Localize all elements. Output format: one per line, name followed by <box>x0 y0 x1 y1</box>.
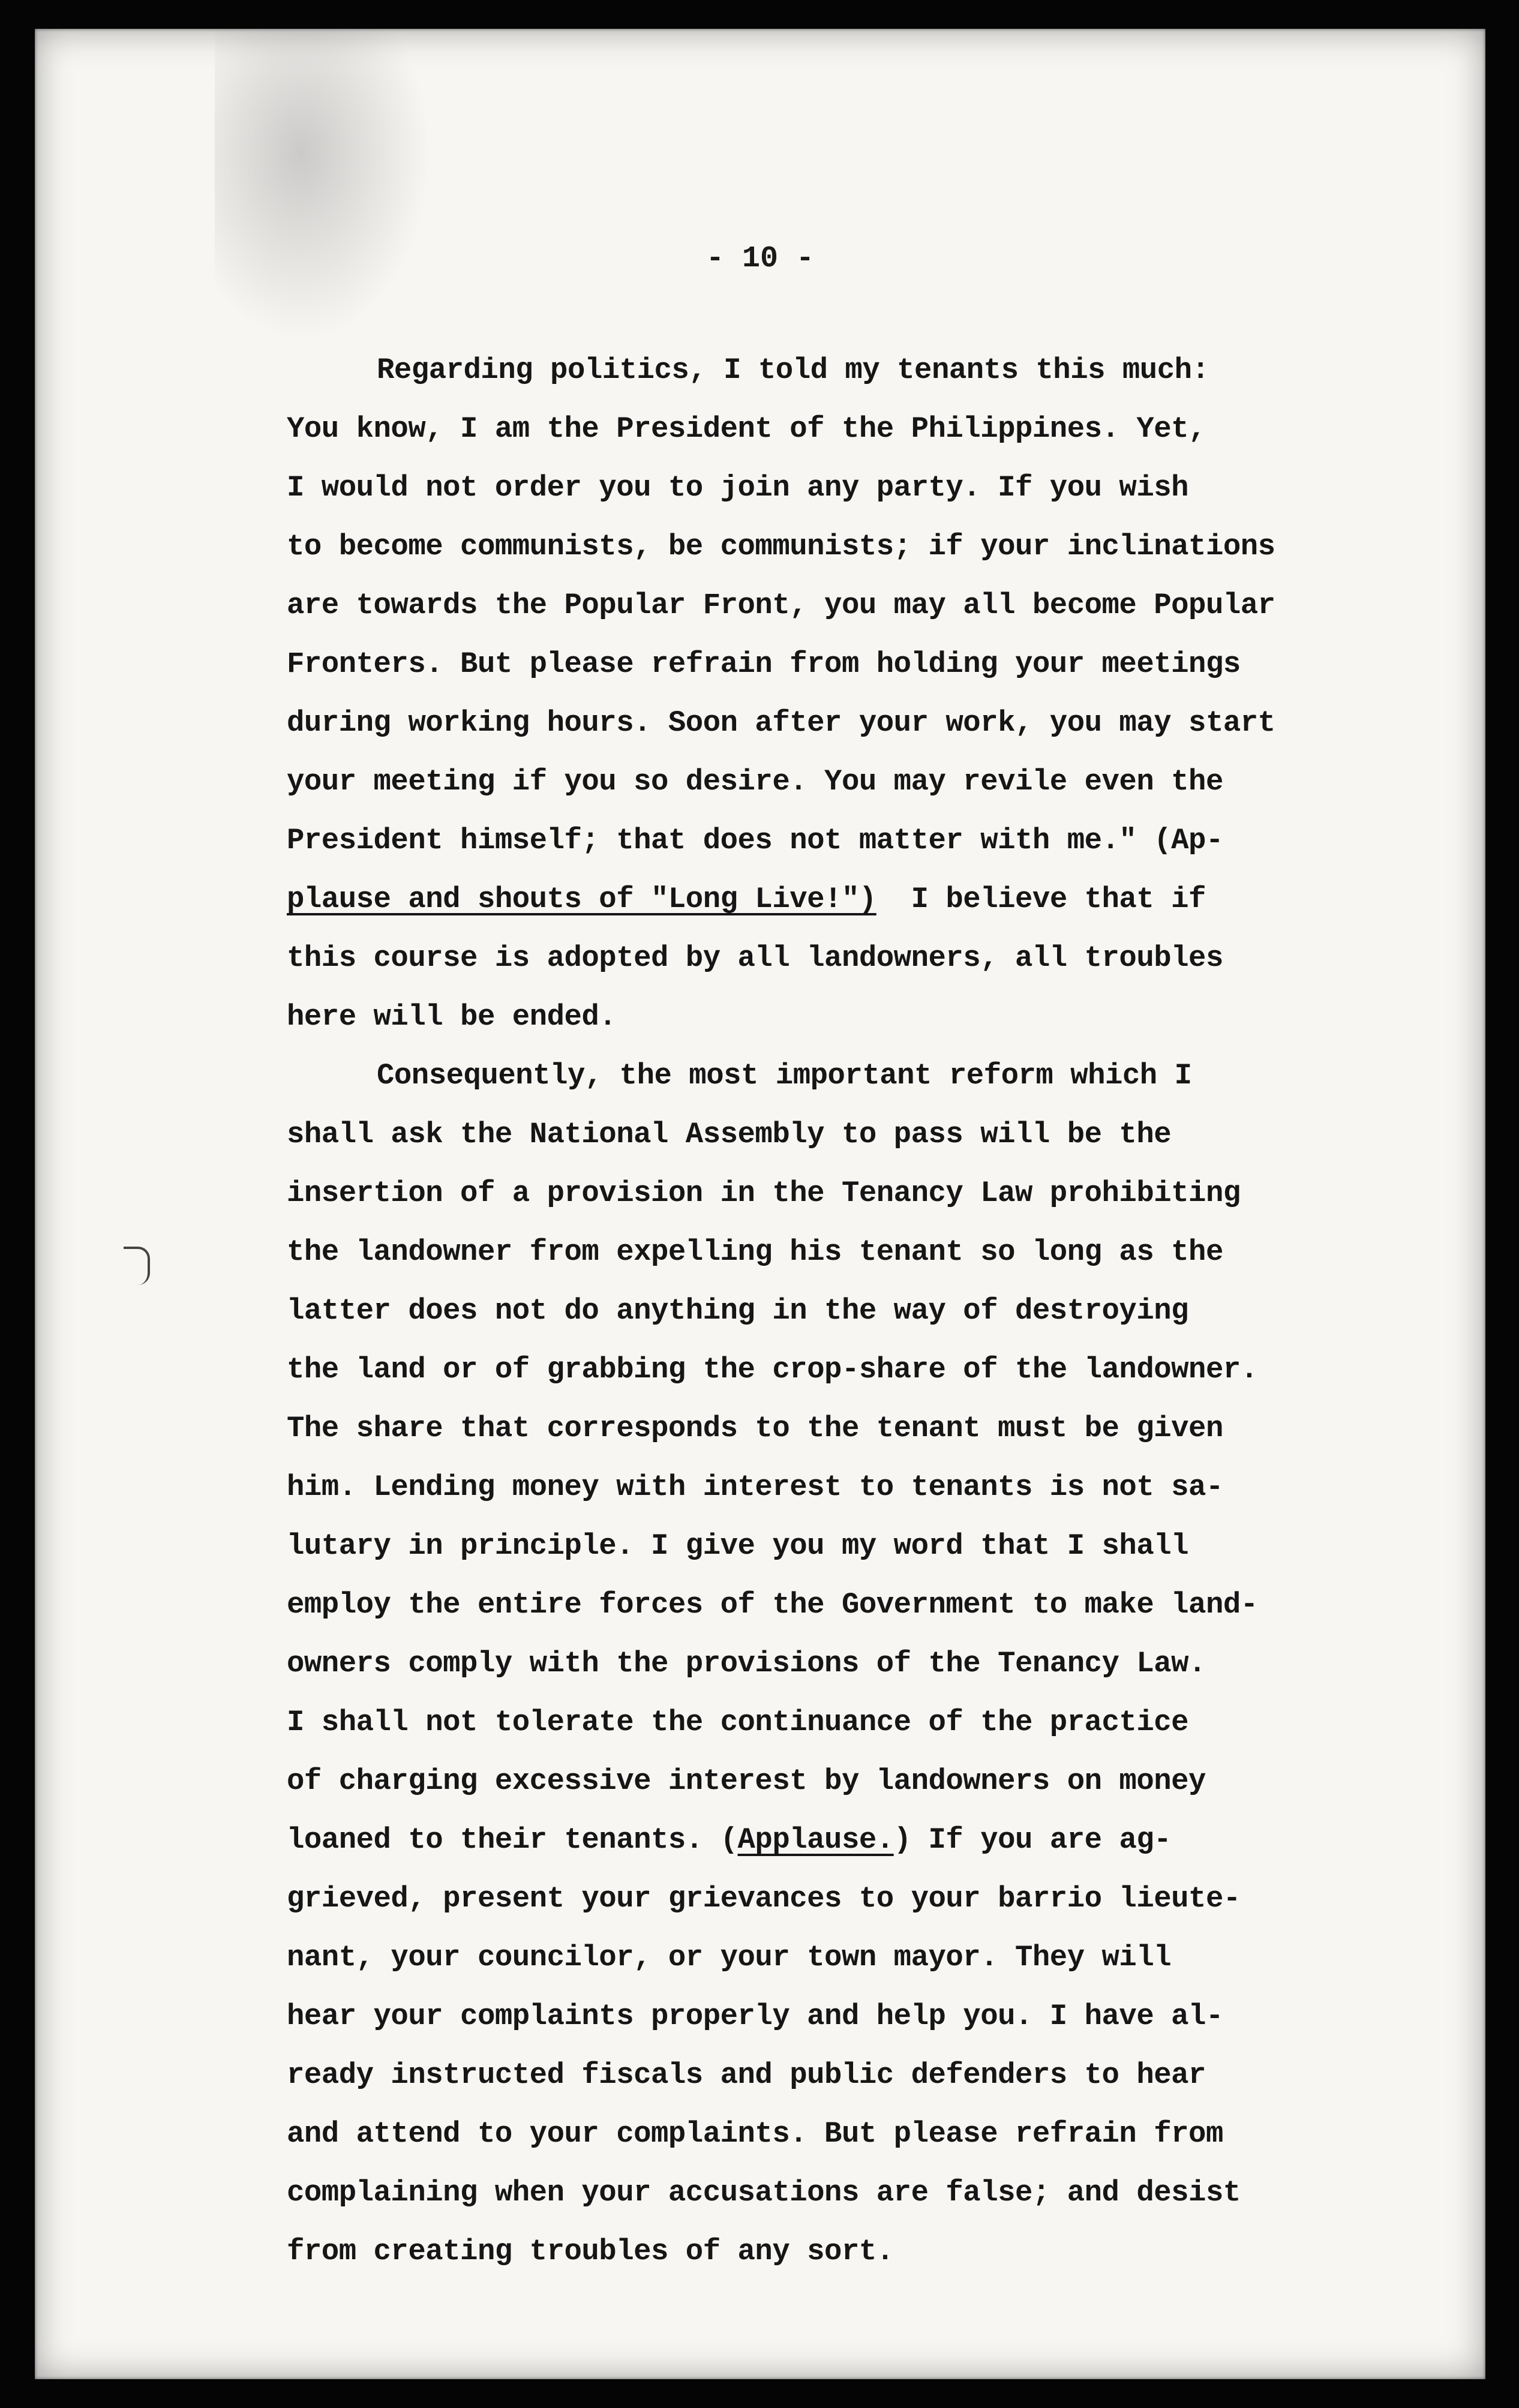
text-line: You know, I am the President of the Philippines. Yet, <box>287 412 1206 446</box>
underlined-applause-note: Applause. <box>737 1823 894 1857</box>
text-line: nant, your councilor, or your town mayor. They will <box>287 1941 1172 1974</box>
text-line: hear your complaints properly and help you. I have al- <box>287 1999 1223 2033</box>
text-line: President himself; that does not matter with me." (Ap- <box>287 824 1223 857</box>
text-line: the landowner from expelling his tenant so long as the <box>287 1235 1223 1269</box>
underlined-applause-note: plause and shouts of "Long Live!") <box>287 882 876 916</box>
text-line: lutary in principle. I give you my word that I shall <box>287 1529 1189 1563</box>
text-line: insertion of a provision in the Tenancy Law prohibiting <box>287 1176 1241 1210</box>
document-page <box>35 29 1485 2379</box>
text-line: are towards the Popular Front, you may all become Popular <box>287 589 1275 622</box>
text-line: him. Lending money with interest to tenants is not sa- <box>287 1470 1223 1504</box>
text-line: of charging excessive interest by landowners on money <box>287 1764 1206 1798</box>
text-line: your meeting if you so desire. You may revile even the <box>287 765 1223 798</box>
text-line: employ the entire forces of the Government to make land- <box>287 1588 1258 1622</box>
text-line: complaining when your accusations are false; and desist <box>287 2176 1241 2209</box>
text-line: owners comply with the provisions of the Tenancy Law. <box>287 1647 1206 1680</box>
text-line: shall ask the National Assembly to pass will be the <box>287 1118 1172 1151</box>
text-line: the land or of grabbing the crop-share of the landowner. <box>287 1353 1258 1386</box>
text-line <box>287 870 1403 929</box>
text-fragment: ) If you are ag- <box>893 1823 1172 1857</box>
text-line: The share that corresponds to the tenant must be given <box>287 1412 1223 1445</box>
text-line: from creating troubles of any sort. <box>287 2235 894 2268</box>
text-line: grieved, present your grievances to your barrio lieute- <box>287 1882 1241 1915</box>
text-line: and attend to your complaints. But please refrain from <box>287 2117 1223 2151</box>
text-line: Consequently, the most important reform which I <box>377 1059 1192 1092</box>
page-number: - 10 - <box>706 242 815 276</box>
text-fragment: loaned to their tenants. ( <box>287 1823 738 1857</box>
text-line: latter does not do anything in the way of destroying <box>287 1294 1189 1328</box>
text-line: to become communists, be communists; if your inclinations <box>287 530 1275 563</box>
text-line: ready instructed fiscals and public defenders to hear <box>287 2058 1206 2092</box>
text-line: Regarding politics, I told my tenants this much: <box>377 353 1209 387</box>
smudge-mark <box>215 29 431 341</box>
text-line: Fronters. But please refrain from holding your meetings <box>287 647 1241 681</box>
speech-text <box>287 341 1403 2281</box>
text-line: I shall not tolerate the continuance of the practice <box>287 1706 1189 1739</box>
margin-mark <box>124 1247 150 1285</box>
text-fragment: I believe that if <box>911 882 1206 916</box>
text-line: I would not order you to join any party. If you wish <box>287 471 1189 505</box>
text-line: this course is adopted by all landowners, all troubles <box>287 941 1223 975</box>
text-line <box>287 1810 1403 1869</box>
text-line: here will be ended. <box>287 1000 617 1034</box>
text-line: during working hours. Soon after your work, you may start <box>287 706 1275 740</box>
